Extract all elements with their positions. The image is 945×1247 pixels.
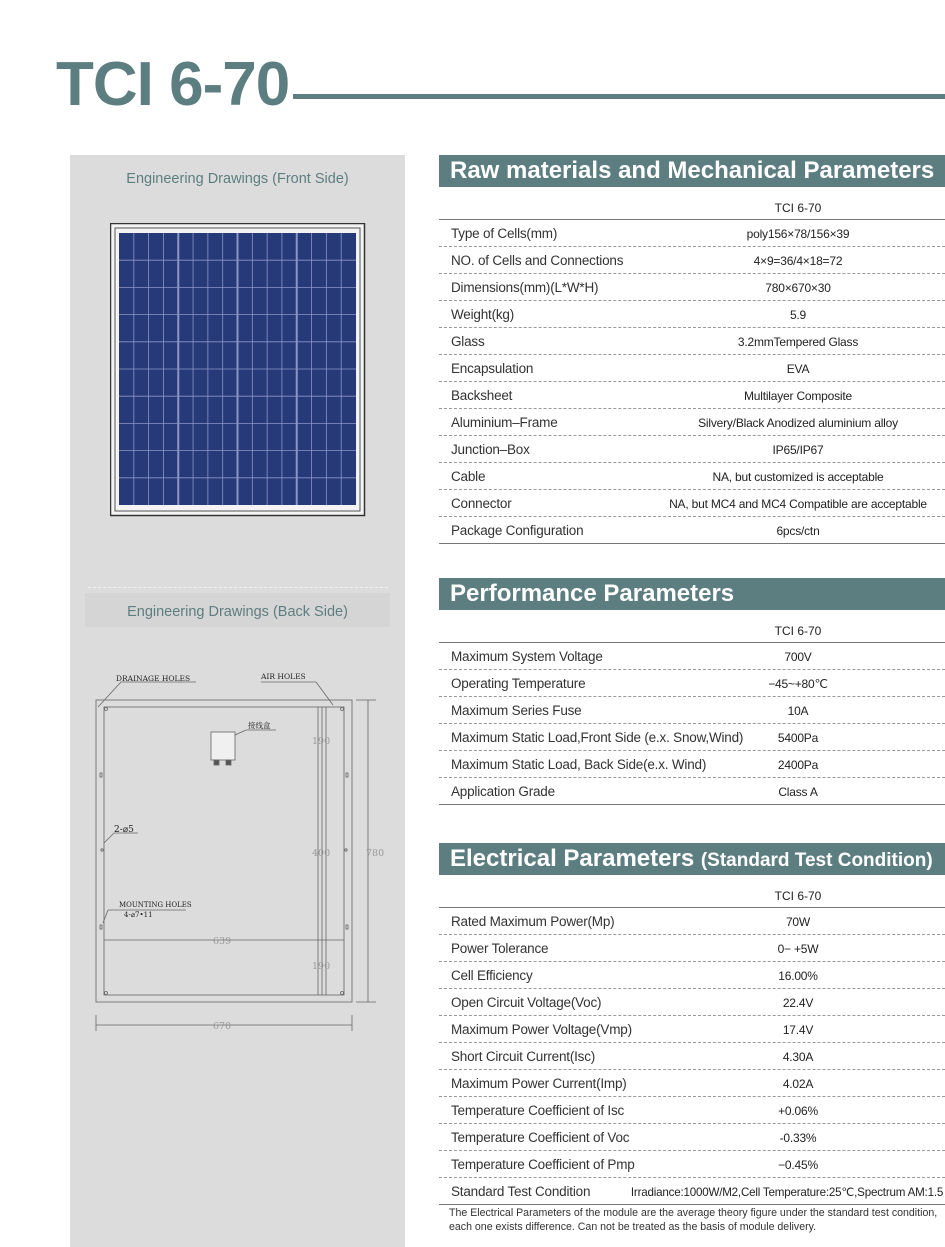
holes-label: 2-⌀5 (114, 825, 134, 835)
dim-top: 190 (312, 736, 331, 747)
table-row (439, 670, 945, 697)
table-row (439, 274, 945, 301)
raw-column-header: TCI 6-70 (774, 201, 822, 215)
electrical-footnote: The Electrical Parameters of the module are the average theory figure under the standard test condition, each one exists difference. Can not be treated as the basis of module delivery. (449, 1207, 938, 1233)
param-value: 3.2mmTempered Glass (737, 335, 859, 349)
param-value: −45~+80℃ (768, 677, 828, 691)
param-value: 16.00% (778, 969, 818, 983)
perf-column-header: TCI 6-70 (774, 624, 822, 638)
performance-header: Performance Parameters (439, 578, 945, 610)
param-label: Backsheet (451, 388, 513, 403)
page-title: TCI 6-70 (56, 50, 290, 119)
dim-mid: 400 (312, 848, 331, 859)
table-row (439, 908, 945, 935)
table-row (439, 935, 945, 962)
param-value: 780×670×30 (765, 281, 831, 295)
param-label: Maximum Static Load, Back Side(e.x. Wind) (451, 757, 707, 772)
drainage-holes-label: DRAINAGE HOLES (116, 674, 191, 683)
param-label: Temperature Coefficient of Isc (451, 1103, 625, 1118)
dim-bottom: 190 (312, 961, 331, 972)
param-value: NA, but MC4 and MC4 Compatible are acceptable (669, 497, 927, 511)
mounting-spec-label: 4-⌀7•11 (124, 911, 153, 919)
param-label: Type of Cells(mm) (451, 226, 558, 241)
param-label: Dimensions(mm)(L*W*H) (451, 280, 599, 295)
electrical-header-title: Electrical Parameters (450, 845, 695, 872)
table-row (439, 778, 945, 805)
param-label: Power Tolerance (451, 941, 549, 956)
table-row (439, 724, 945, 751)
param-label: Maximum Series Fuse (451, 703, 582, 718)
table-row (439, 1070, 945, 1097)
param-label: Open Circuit Voltage(Voc) (451, 995, 602, 1010)
param-label: Maximum Power Voltage(Vmp) (451, 1022, 632, 1037)
title-rule (293, 94, 945, 99)
param-label: Temperature Coefficient of Pmp (451, 1157, 635, 1172)
param-label: Maximum Power Current(Imp) (451, 1076, 627, 1091)
junction-box-label: 接线盒 (248, 721, 271, 730)
param-label: Application Grade (451, 784, 555, 799)
table-row (439, 1016, 945, 1043)
table-row (439, 1151, 945, 1178)
param-value: 4.02A (782, 1077, 814, 1091)
table-row (439, 751, 945, 778)
param-label: Short Circuit Current(Isc) (451, 1049, 596, 1064)
table-row (439, 328, 945, 355)
mounting-holes-label: MOUNTING HOLES (119, 901, 192, 909)
param-value: 0− +5W (777, 942, 819, 956)
table-row (439, 247, 945, 274)
param-value: Irradiance:1000W/M2,Cell Temperature:25℃,Spectrum AM:1.5 (630, 1186, 944, 1199)
table-row (439, 1124, 945, 1151)
param-label: NO. of Cells and Connections (451, 253, 624, 268)
param-value: 22.4V (782, 996, 814, 1010)
table-row (439, 355, 945, 382)
param-value: 5.9 (789, 308, 807, 322)
param-label: Glass (451, 334, 485, 349)
table-row (439, 1178, 945, 1205)
param-value: 5400Pa (777, 731, 819, 745)
table-row (439, 409, 945, 436)
param-label: Cable (451, 469, 486, 484)
param-value: NA, but customized is acceptable (712, 470, 884, 484)
table-row (439, 517, 945, 544)
table-row (439, 643, 945, 670)
back-drawing-caption: Engineering Drawings (Back Side) (127, 604, 348, 620)
raw-materials-header: Raw materials and Mechanical Parameters (439, 155, 945, 187)
param-value: 4×9=36/4×18=72 (753, 254, 843, 268)
param-label: Rated Maximum Power(Mp) (451, 914, 615, 929)
table-row (439, 490, 945, 517)
dim-width: 670 (213, 1021, 232, 1032)
param-value: poly156×78/156×39 (746, 227, 850, 241)
param-label: Encapsulation (451, 361, 534, 376)
param-label: Aluminium–Frame (451, 415, 558, 430)
electrical-header (439, 843, 945, 875)
param-label: Package Configuration (451, 523, 584, 538)
param-value: Class A (778, 785, 818, 799)
param-value: 2400Pa (777, 758, 819, 772)
param-label: Connector (451, 496, 512, 511)
param-value: EVA (786, 362, 810, 376)
param-label: Maximum Static Load,Front Side (e.x. Snow,Wind) (451, 730, 744, 745)
dim-height: 780 (366, 848, 385, 859)
param-value: 17.4V (782, 1023, 814, 1037)
param-value: 70W (785, 915, 811, 929)
param-value: Multilayer Composite (743, 389, 853, 403)
table-row (439, 220, 945, 247)
param-label: Standard Test Condition (451, 1184, 591, 1199)
param-value: 700V (784, 650, 812, 664)
param-label: Cell Efficiency (451, 968, 533, 983)
back-panel-drawing (86, 667, 386, 1047)
electrical-header-subtitle: (Standard Test Condition) (700, 850, 933, 871)
param-label: Maximum System Voltage (451, 649, 603, 664)
param-label: Junction–Box (451, 442, 530, 457)
param-label: Weight(kg) (451, 307, 515, 322)
param-value: -0.33% (779, 1131, 817, 1145)
table-row (439, 1043, 945, 1070)
param-value: 4.30A (782, 1050, 814, 1064)
param-value: Silvery/Black Anodized aluminium alloy (698, 416, 898, 430)
raw-materials-table (439, 197, 945, 544)
param-label: Operating Temperature (451, 676, 586, 691)
table-row (439, 989, 945, 1016)
dim-inner-width: 639 (213, 936, 232, 947)
param-label: Temperature Coefficient of Voc (451, 1130, 630, 1145)
electrical-table (439, 885, 945, 1205)
table-row (439, 697, 945, 724)
air-holes-label: AIR HOLES (261, 672, 306, 681)
param-value: +0.06% (778, 1104, 818, 1118)
table-row (439, 962, 945, 989)
front-panel-drawing (110, 223, 366, 517)
table-row (439, 436, 945, 463)
param-value: IP65/IP67 (772, 443, 824, 457)
elec-column-header: TCI 6-70 (774, 889, 822, 903)
front-drawing-caption: Engineering Drawings (Front Side) (126, 171, 349, 187)
drawings-panel (70, 155, 405, 1247)
table-row (439, 463, 945, 490)
table-row (439, 1097, 945, 1124)
param-value: 6pcs/ctn (776, 524, 820, 538)
performance-table (439, 620, 945, 805)
param-value: 10A (787, 704, 809, 718)
table-row (439, 301, 945, 328)
table-row (439, 382, 945, 409)
param-value: −0.45% (778, 1158, 818, 1172)
section-divider (88, 587, 388, 588)
